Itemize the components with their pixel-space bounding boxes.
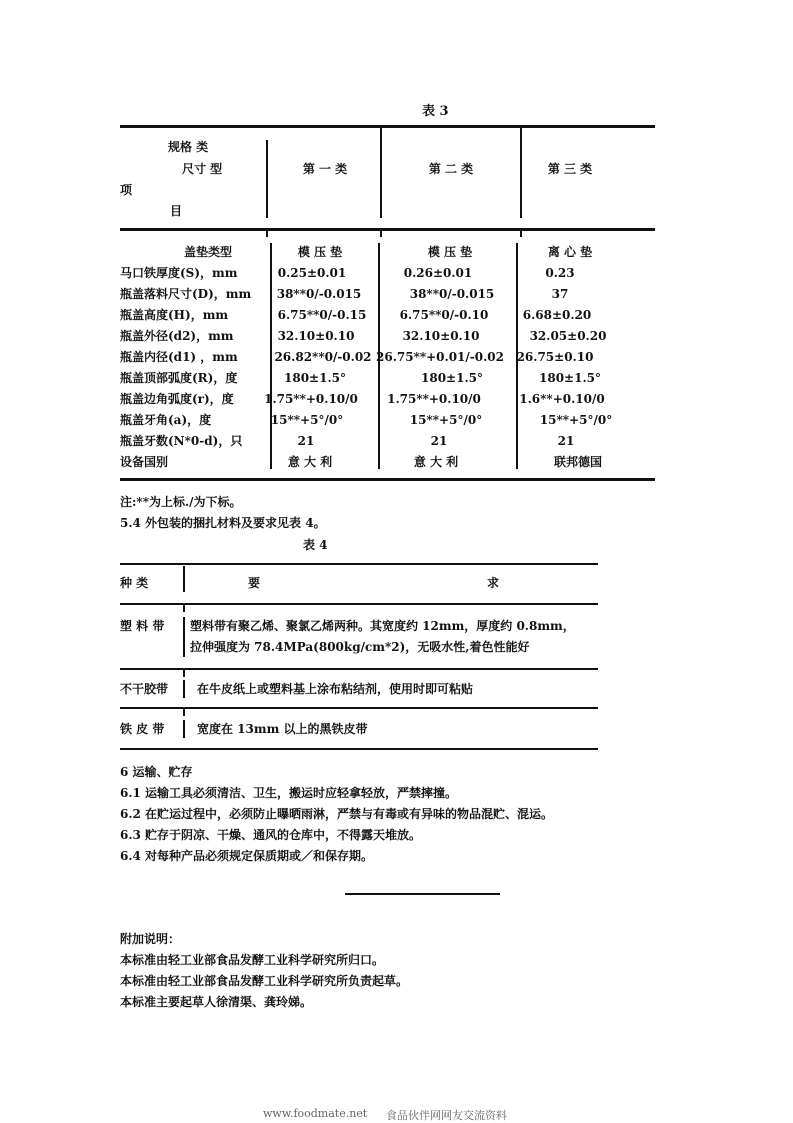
table3-cell: 32.10±0.10 (277, 329, 355, 343)
table3-cell: 21 (430, 434, 448, 448)
table4-row-req: 塑料带有聚乙烯、聚氯乙烯两种。其宽度约 12mm，厚度约 0.8mm， (190, 619, 575, 633)
rule-tick (183, 670, 185, 677)
table3-header-divider (380, 128, 382, 218)
table4-divider (183, 680, 185, 698)
table3-cell: 21 (557, 434, 575, 448)
table4-header-req2: 求 (487, 576, 500, 590)
table3-cell: 26.75±0.10 (516, 350, 594, 364)
table4-header-kind: 种 类 (120, 576, 149, 590)
table4-row-req: 在牛皮纸上或塑料基上涂布粘结剂，使用时即可粘贴 (197, 682, 474, 696)
table3-cell: 15**+5°/0° (409, 413, 483, 427)
table3-cell: 37 (551, 287, 569, 301)
table3-cell: 15**+5°/0° (539, 413, 613, 427)
table3-note: 注:**为上标./为下标。 (120, 495, 242, 509)
table4-rule (120, 603, 598, 605)
table3-row-label: 设备国别 (120, 455, 169, 469)
table3-row-label: 瓶盖外径(d2)，mm (120, 329, 234, 343)
footer-site-name: 食品伙伴网网友交流资料 (386, 1109, 507, 1122)
table3-cell: 1.75**+0.10/0 (264, 392, 358, 406)
appendix-heading: 附加说明： (120, 932, 181, 946)
rule-tick (183, 605, 185, 612)
table3-cell: 离 心 垫 (547, 245, 593, 259)
table3-cell: 6.75**0/-0.15 (277, 308, 367, 322)
table3-cell: 意 大 利 (287, 455, 333, 469)
table4-divider (183, 566, 185, 592)
section-6-4: 6.4 对每种产品必须规定保质期或／和保存期。 (120, 849, 374, 863)
table3-row-label: 马口铁厚度(S)，mm (120, 266, 238, 280)
table4-rule (120, 668, 598, 670)
table3-cell: 180±1.5° (284, 371, 346, 385)
table4-row-req-cont: 拉伸强度为 78.4MPa(800kg/cm*2)，无吸水性,着色性能好 (190, 640, 530, 654)
table4-row-kind: 铁 皮 带 (120, 722, 165, 736)
table3-row-label: 瓶盖高度(H)，mm (120, 308, 229, 322)
appendix-line: 本标准主要起草人徐清渠、龚玲娣。 (120, 995, 313, 1009)
table3-row-label: 瓶盖牙角(a)，度 (120, 413, 212, 427)
table3-row-label: 盖垫类型 (184, 245, 233, 259)
end-rule (345, 893, 500, 895)
table3-cell: 0.26±0.01 (403, 266, 473, 280)
table3-row-label: 瓶盖落料尺寸(D)，mm (120, 287, 252, 301)
table3-cell: 意 大 利 (413, 455, 459, 469)
table4-rule (120, 707, 598, 709)
table3-cell: 模 压 垫 (427, 245, 473, 259)
table3-cell: 26.82**0/-0.02 (274, 350, 372, 364)
corner-line2: 尺寸 型 (182, 162, 223, 176)
appendix-line: 本标准由轻工业部食品发酵工业科学研究所负责起草。 (120, 974, 409, 988)
table3-top-rule (120, 125, 655, 128)
table3-row-label: 瓶盖边角弧度(r)，度 (120, 392, 234, 406)
table3-header-divider (520, 128, 522, 218)
section-6-3: 6.3 贮存于阴凉、干燥、通风的仓库中，不得露天堆放。 (120, 828, 422, 842)
table3-cell: 6.75**0/-0.10 (399, 308, 489, 322)
corner-line4: 目 (170, 204, 183, 218)
table3-cell: 模 压 垫 (297, 245, 343, 259)
table4-header-req1: 要 (248, 576, 261, 590)
table3-body-divider (270, 243, 272, 469)
table4-divider (183, 720, 185, 738)
table3-bottom-rule (120, 478, 655, 481)
table4-row-kind: 不干胶带 (120, 682, 169, 696)
col-header-class2: 第 二 类 (428, 162, 474, 176)
table4-row-req: 宽度在 13mm 以上的黑铁皮带 (197, 722, 368, 736)
table3-cell: 1.75**+0.10/0 (387, 392, 481, 406)
section-6-1: 6.1 运输工具必须清洁、卫生，搬运时应轻拿轻放，严禁摔撞。 (120, 786, 458, 800)
col-header-class1: 第 一 类 (302, 162, 348, 176)
table3-cell: 15**+5°/0° (270, 413, 344, 427)
table3-cell: 32.10±0.10 (402, 329, 480, 343)
table3-cell: 1.6**+0.10/0 (519, 392, 605, 406)
table3-cell: 38**0/-0.015 (276, 287, 362, 301)
corner-line3: 项 (120, 183, 133, 197)
rule-tick (183, 709, 185, 716)
corner-line1: 规格 类 (168, 140, 209, 154)
table3-cell: 180±1.5° (539, 371, 601, 385)
table3-cell: 联邦德国 (553, 455, 603, 469)
table3-cell: 0.23 (545, 266, 575, 280)
table4-bottom-rule (120, 748, 598, 750)
table3-cell: 38**0/-0.015 (409, 287, 495, 301)
table3-row-label: 瓶盖顶部弧度(R)，度 (120, 371, 238, 385)
table3-cell: 26.75**+0.01/-0.02 (376, 350, 504, 364)
section-6-heading: 6 运输、贮存 (120, 765, 193, 779)
rule-tick (266, 230, 268, 237)
table3-header-rule (120, 228, 655, 231)
table3-cell: 32.05±0.20 (529, 329, 607, 343)
table3-row-label: 瓶盖牙数(N*0-d)，只 (120, 434, 243, 448)
footer-url[interactable]: www.foodmate.net (263, 1107, 368, 1120)
rule-tick (380, 230, 382, 237)
table4-divider (183, 617, 185, 657)
table3-cell: 21 (297, 434, 315, 448)
table3-caption: 表 3 (422, 104, 449, 119)
table3-cell: 6.68±0.20 (522, 308, 592, 322)
section-6-2: 6.2 在贮运过程中，必须防止曝晒雨淋，严禁与有毒或有异味的物品混贮、混运。 (120, 807, 554, 821)
table3-cell: 180±1.5° (421, 371, 483, 385)
rule-tick (520, 230, 522, 237)
appendix-line: 本标准由轻工业部食品发酵工业科学研究所归口。 (120, 953, 385, 967)
col-header-class3: 第 三 类 (547, 162, 593, 176)
section-5-4: 5.4 外包装的捆扎材料及要求见表 4。 (120, 516, 326, 530)
table4-top-rule (120, 563, 598, 565)
table3-cell: 0.25±0.01 (277, 266, 347, 280)
table3-header-divider (266, 140, 268, 218)
table4-caption: 表 4 (303, 538, 328, 552)
table4-row-kind: 塑 料 带 (120, 619, 165, 633)
table3-row-label: 瓶盖内径(d1) ，mm (120, 350, 238, 364)
